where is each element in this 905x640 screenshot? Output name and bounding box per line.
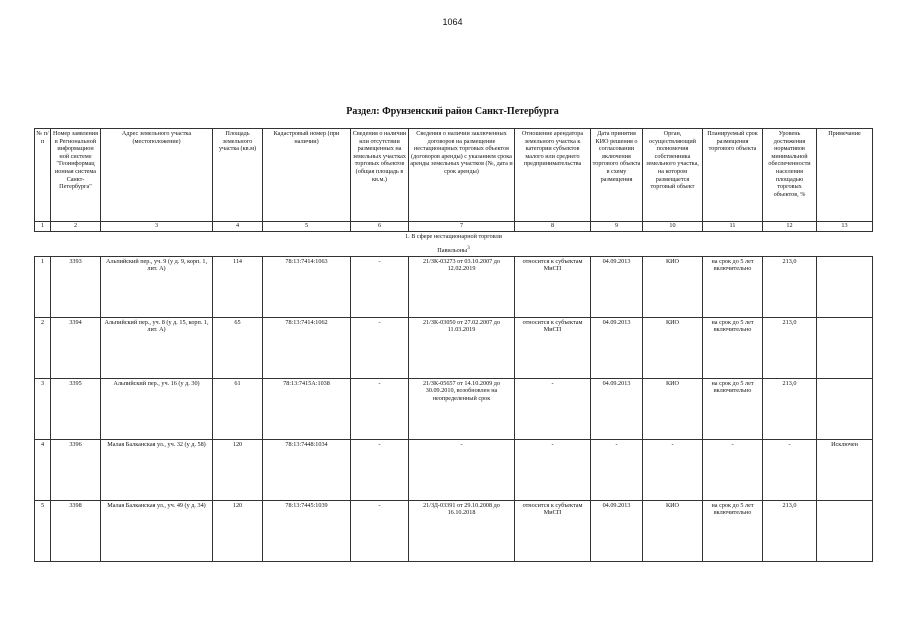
objects-info-cell: - <box>351 317 409 378</box>
approval-date-cell: 04.09.2013 <box>591 256 643 317</box>
planned-term-cell: на срок до 5 лет включительно <box>703 317 763 378</box>
smb-relation-cell: - <box>515 439 591 500</box>
provision-level-cell: 213,0 <box>763 378 817 439</box>
provision-level-cell: 213,0 <box>763 256 817 317</box>
contract-cell: 21/ЗК-03273 от 03.10.2007 до 12.02.2019 <box>409 256 515 317</box>
column-header: Уровень достижения нормативов минимальной обеспеченности населения площадью торговых объектов, % <box>763 129 817 222</box>
column-header: Планируемый срок размещения торгового объекта <box>703 129 763 222</box>
approval-date-cell: 04.09.2013 <box>591 378 643 439</box>
column-header: № п/п <box>35 129 51 222</box>
column-number: 6 <box>351 222 409 232</box>
address-cell: Альпийский пер., уч. 8 (у д. 15, корп. 1, лит. А) <box>101 317 213 378</box>
smb-relation-cell: относится к субъектам МиСП <box>515 317 591 378</box>
column-number: 8 <box>515 222 591 232</box>
column-number: 11 <box>703 222 763 232</box>
application-number-cell: 3394 <box>51 317 101 378</box>
authority-cell: КИО <box>643 500 703 561</box>
row-number-cell: 2 <box>35 317 51 378</box>
provision-level-cell: 213,0 <box>763 317 817 378</box>
column-number: 10 <box>643 222 703 232</box>
row-number-cell: 4 <box>35 439 51 500</box>
column-header: Примечание <box>817 129 873 222</box>
row-number-cell: 5 <box>35 500 51 561</box>
section-row <box>35 232 873 245</box>
application-number-cell: 3393 <box>51 256 101 317</box>
column-number: 3 <box>101 222 213 232</box>
objects-info-cell: - <box>351 378 409 439</box>
registry-table <box>34 128 873 562</box>
subsection-label: Павильоны <box>437 247 468 255</box>
column-number: 12 <box>763 222 817 232</box>
area-cell: 120 <box>213 439 263 500</box>
address-cell: Альпийский пер., уч. 16 (у д. 30) <box>101 378 213 439</box>
column-number-row <box>35 222 873 232</box>
column-number: 5 <box>263 222 351 232</box>
section-label: 1. В сфере нестационарной торговли <box>405 233 502 240</box>
address-cell: Альпийский пер., уч. 9 (у д. 9, корп. 1, лит. А) <box>101 256 213 317</box>
address-cell: Малая Балканская ул., уч. 32 (у д. 58) <box>101 439 213 500</box>
cadastral-number-cell: 78:13:7415А:1038 <box>263 378 351 439</box>
column-header: Сведения о наличии заключенных договоров на размещение нестационарных торговых объектов (договоров аренды) с указанием срока аренды земельных участков (№, дата и срок аренды) <box>409 129 515 222</box>
planned-term-cell: на срок до 5 лет включительно <box>703 378 763 439</box>
note-cell <box>817 256 873 317</box>
table-row <box>35 256 873 317</box>
page-number: 1064 <box>442 17 463 27</box>
approval-date-cell: 04.09.2013 <box>591 500 643 561</box>
planned-term-cell: - <box>703 439 763 500</box>
authority-cell: КИО <box>643 256 703 317</box>
column-number: 13 <box>817 222 873 232</box>
column-number: 1 <box>35 222 51 232</box>
row-number-cell: 1 <box>35 256 51 317</box>
application-number-cell: 3398 <box>51 500 101 561</box>
smb-relation-cell: относится к субъектам МиСП <box>515 256 591 317</box>
smb-relation-cell: - <box>515 378 591 439</box>
subsection-cell <box>35 244 873 256</box>
provision-level-cell: 213,0 <box>763 500 817 561</box>
column-number: 4 <box>213 222 263 232</box>
address-cell: Малая Балканская ул., уч. 49 (у д. 34) <box>101 500 213 561</box>
contract-cell: 21/ЗК-03050 от 27.02.2007 до 11.03.2019 <box>409 317 515 378</box>
objects-info-cell: - <box>351 256 409 317</box>
table-row <box>35 500 873 561</box>
cadastral-number-cell: 78:13:7414:1063 <box>263 256 351 317</box>
area-cell: 61 <box>213 378 263 439</box>
provision-level-cell: - <box>763 439 817 500</box>
cadastral-number-cell: 78:13:7414:1062 <box>263 317 351 378</box>
table-row <box>35 439 873 500</box>
subsection-row <box>35 244 873 256</box>
application-number-cell: 3396 <box>51 439 101 500</box>
column-header: Площадь земельного участка (кв.м) <box>213 129 263 222</box>
column-number: 7 <box>409 222 515 232</box>
column-header: Номер заявления в Региональной информацион ной системе "Геоинформац ионная система Санкт-Петербурга" <box>51 129 101 222</box>
column-header: Орган, осуществляющий полномочия собственника земельного участка, на котором размещается торговый объект <box>643 129 703 222</box>
area-cell: 120 <box>213 500 263 561</box>
approval-date-cell: - <box>591 439 643 500</box>
area-cell: 65 <box>213 317 263 378</box>
authority-cell: КИО <box>643 317 703 378</box>
cadastral-number-cell: 78:13:7445:1039 <box>263 500 351 561</box>
column-header: Дата принятия КИО решения о согласовании включения торгового объекта в схему размещения <box>591 129 643 222</box>
cadastral-number-cell: 78:13:7448:1034 <box>263 439 351 500</box>
section-title: Раздел: Фрунзенский район Санкт-Петербурга <box>346 106 559 117</box>
smb-relation-cell: относится к субъектам МиСП <box>515 500 591 561</box>
column-number: 9 <box>591 222 643 232</box>
planned-term-cell: на срок до 5 лет включительно <box>703 256 763 317</box>
column-header: Адрес земельного участка (местоположение) <box>101 129 213 222</box>
row-number-cell: 3 <box>35 378 51 439</box>
table-row <box>35 317 873 378</box>
objects-info-cell: - <box>351 500 409 561</box>
contract-cell: - <box>409 439 515 500</box>
note-cell: Исключен <box>817 439 873 500</box>
planned-term-cell: на срок до 5 лет включительно <box>703 500 763 561</box>
authority-cell: - <box>643 439 703 500</box>
contract-cell: 21/ЗК-05657 от 14.10.2009 до 30.09.2010, возобновлен на неопределенный срок <box>409 378 515 439</box>
note-cell <box>817 317 873 378</box>
authority-cell: КИО <box>643 378 703 439</box>
column-header: Кадастровый номер (при наличии) <box>263 129 351 222</box>
approval-date-cell: 04.09.2013 <box>591 317 643 378</box>
contract-cell: 21/ЗД-03391 от 29.10.2008 до 16.10.2018 <box>409 500 515 561</box>
objects-info-cell: - <box>351 439 409 500</box>
application-number-cell: 3395 <box>51 378 101 439</box>
subsection-footnote: 3 <box>467 246 470 251</box>
header-row <box>35 129 873 222</box>
column-number: 2 <box>51 222 101 232</box>
table-row <box>35 378 873 439</box>
area-cell: 114 <box>213 256 263 317</box>
note-cell <box>817 500 873 561</box>
column-header: Сведения о наличии или отсутствии размещенных на земельных участках торговых объектов (общая площадь в кв.м.) <box>351 129 409 222</box>
note-cell <box>817 378 873 439</box>
column-header: Отношение арендатора земельного участка к категории субъектов малого или среднего предпринимательства <box>515 129 591 222</box>
